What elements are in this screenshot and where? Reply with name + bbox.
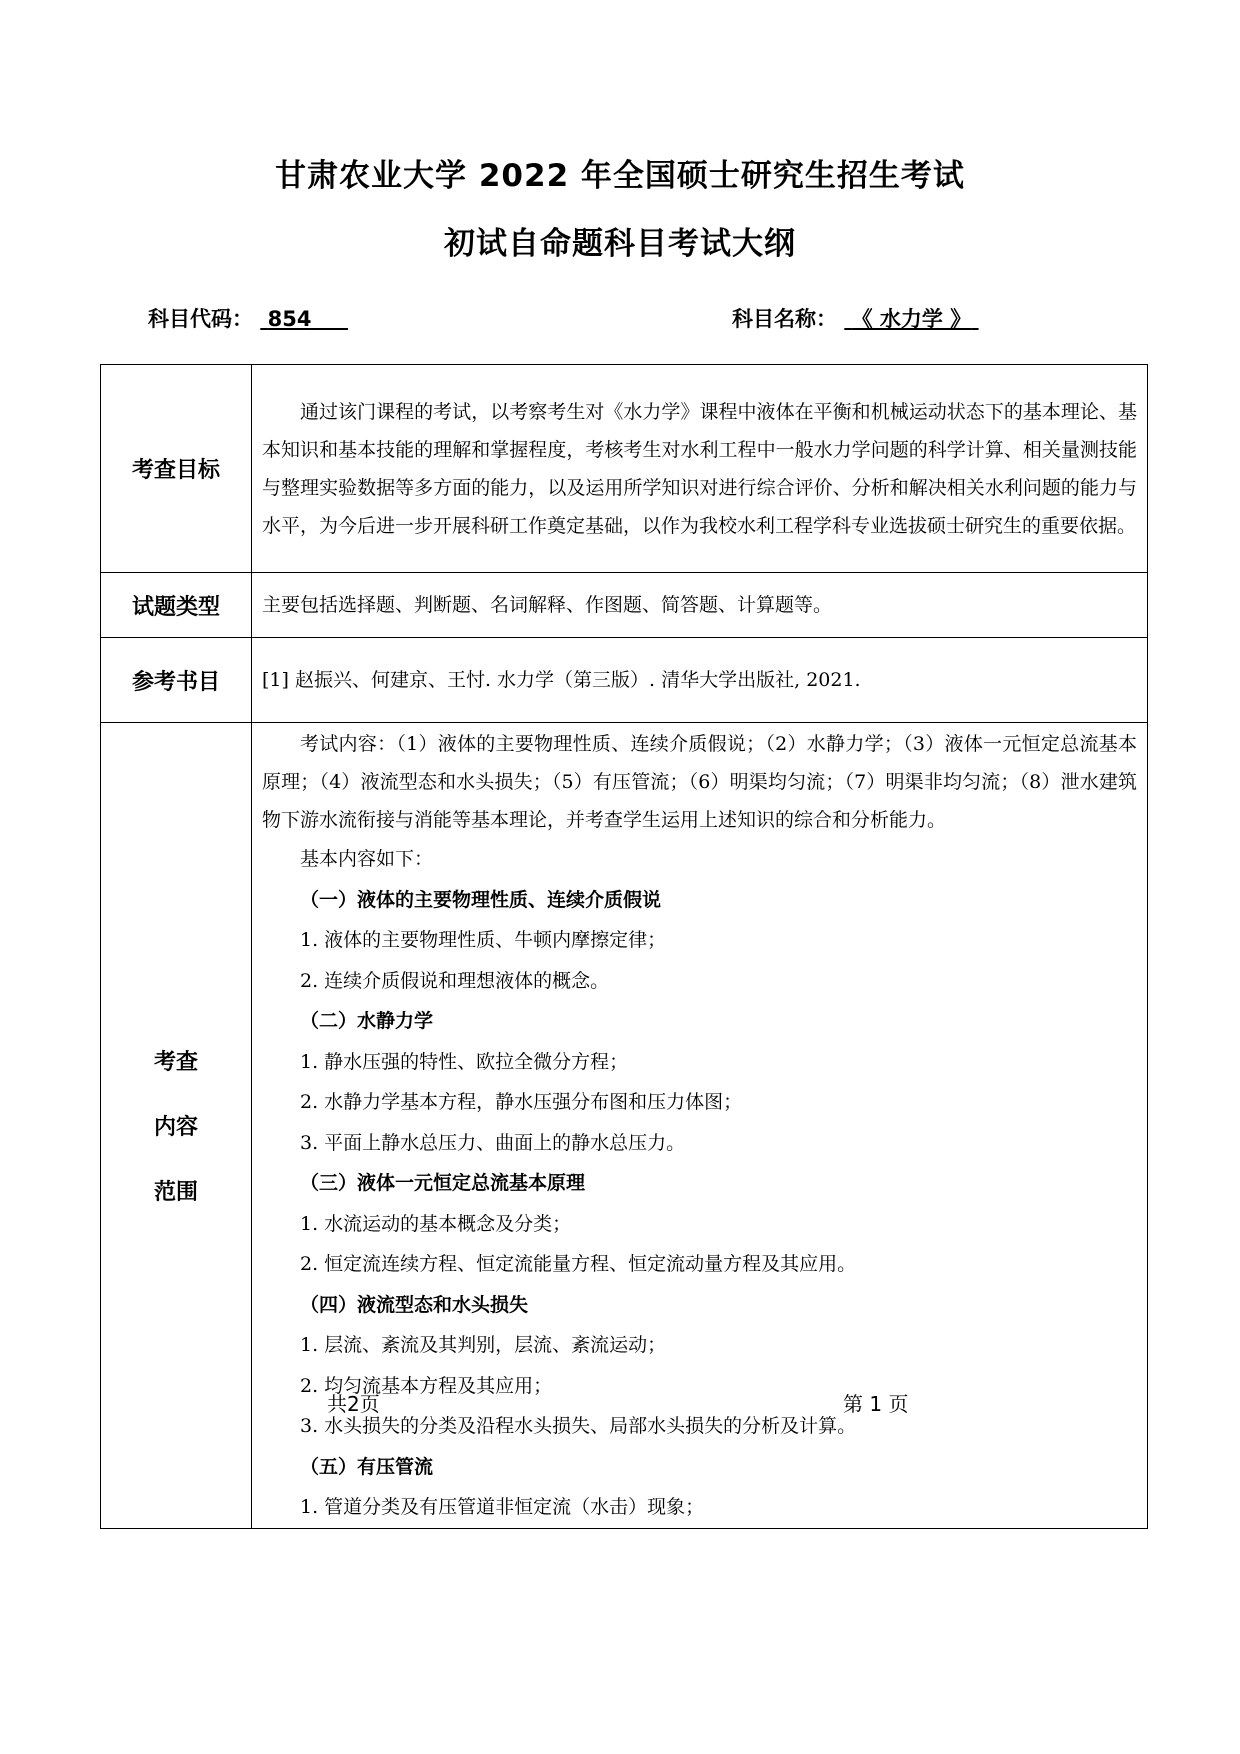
type-text: 主要包括选择题、判断题、名词解释、作图题、简答题、计算题等。 — [262, 594, 833, 616]
subject-name — [732, 303, 979, 333]
list-item: 1. 水流运动的基本概念及分类； — [300, 1212, 572, 1235]
table-row — [101, 573, 1148, 638]
list-item: 2. 恒定流连续方程、恒定流能量方程、恒定流动量方程及其应用。 — [300, 1253, 857, 1275]
scope-label-line: 考查 — [153, 1049, 198, 1075]
list-item: 3. 平面上静水总压力、曲面上的静水总压力。 — [300, 1131, 686, 1154]
type-label: 试题类型 — [101, 573, 252, 638]
list-item: 2. 均匀流基本方程及其应用； — [300, 1374, 553, 1397]
goal-text: 通过该门课程的考试，以考察考生对《水力学》课程中液体在平衡和机械运动状态下的基本理论、基本知识和基本技能的理解和掌握程度，考核考生对水利工程中一般水力学问题的科学计算、相关量测技能与整理实验数据等多方面的能力，以及运用所学知识对进行综合评价、分析和解决相关水利问题的能力与水平，为今后进一步开展科研工作奠定基础，以作为我校水利工程学科专业选拔硕士研究生的重要依据。 — [262, 400, 1137, 537]
scope-label-line: 内容 — [153, 1114, 198, 1140]
list-item: 1. 层流、紊流及其判别，层流、紊流运动； — [300, 1334, 667, 1356]
subject-name-label: 科目名称： — [732, 307, 837, 331]
scope-list — [262, 839, 1137, 1528]
subject-name-value: 《 水力学 》 — [851, 307, 972, 331]
scope-label — [101, 723, 252, 1529]
list-item: 1. 静水压强的特性、欧拉全微分方程； — [300, 1050, 629, 1073]
table-row — [101, 723, 1148, 1529]
list-item: 1. 液体的主要物理性质、牛顿内摩擦定律； — [300, 929, 667, 951]
document-subtitle: 初试自命题科目考试大纲 — [444, 226, 796, 262]
list-item: 2. 连续介质假说和理想液体的概念。 — [300, 969, 610, 992]
section-heading: （三）液体一元恒定总流基本原理 — [300, 1172, 586, 1194]
scope-intro: 考试内容：（1）液体的主要物理性质、连续介质假说；（2）水静力学；（3）液体一元恒定总流基本原理；（4）液流型态和水头损失；（5）有压管流；（6）明渠均匀流；（7）明渠非均匀流；（8）泄水建筑物下游水流衔接与消能等基本理论，并考查学生运用上述知识的综合和分析能力。 — [262, 733, 1137, 831]
section-heading: （五）有压管流 — [300, 1455, 434, 1478]
total-pages: 共2页 — [327, 1392, 380, 1416]
scope-label-line: 范围 — [153, 1179, 198, 1205]
list-item: 基本内容如下： — [300, 848, 434, 870]
section-heading: （四）液流型态和水头损失 — [300, 1293, 529, 1316]
table-row — [101, 365, 1148, 573]
subject-code — [148, 303, 348, 333]
ref-text: [1] 赵振兴、何建京、王忖. 水力学（第三版）. 清华大学出版社, 2021. — [262, 669, 861, 691]
outline-table — [100, 364, 1148, 1529]
section-heading: （二）水静力学 — [300, 1010, 434, 1032]
subject-code-label: 科目代码： — [148, 307, 253, 331]
subject-code-value: 854 — [267, 307, 312, 331]
table-row — [101, 638, 1148, 723]
goal-label: 考查目标 — [101, 365, 252, 573]
list-item: 2. 水静力学基本方程，静水压强分布图和压力体图； — [300, 1091, 743, 1113]
ref-label: 参考书目 — [101, 638, 252, 723]
list-item: 3. 水头损失的分类及沿程水头损失、局部水头损失的分析及计算。 — [300, 1415, 857, 1437]
page-number: 第 1 页 — [843, 1392, 909, 1416]
document-title: 甘肃农业大学 2022 年全国硕士研究生招生考试 — [275, 158, 965, 194]
section-heading: （一）液体的主要物理性质、连续介质假说 — [300, 888, 662, 911]
list-item: 1. 管道分类及有压管道非恒定流（水击）现象； — [300, 1496, 705, 1518]
